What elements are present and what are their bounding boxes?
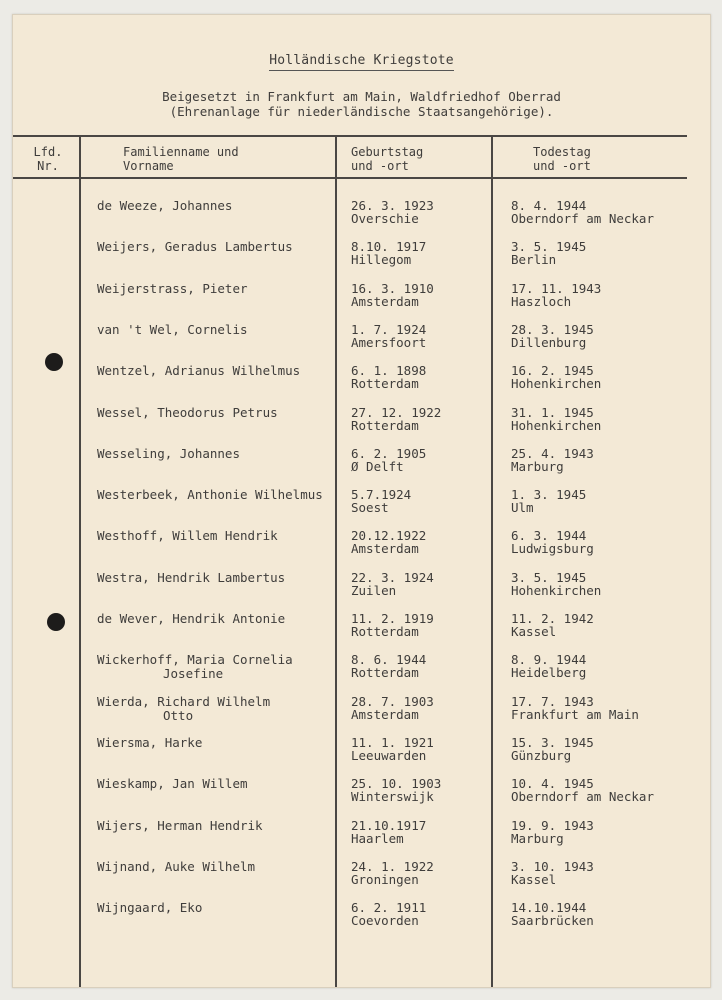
birth-date-cell: 28. 7. 1903 [351,693,434,709]
birth-date-cell: 26. 3. 1923 [351,198,434,213]
table-row [13,406,710,446]
name-cell: Wieskamp, Jan Willem [97,776,248,792]
birth-date-cell: 6. 2. 1911 [351,900,427,916]
death-date-cell: 16. 2. 1945 [511,363,594,379]
death-date-cell: 15. 3. 1945 [511,734,594,750]
birth-date-cell: 11. 1. 1921 [351,734,434,750]
name-cell: Weijers, Geradus Lambertus [97,239,293,255]
table-row [13,529,710,569]
death-date-cell: 11. 2. 1942 [511,611,594,626]
name-cell: Westhoff, Willem Hendrik [97,528,278,544]
table-row [13,323,710,363]
birth-date-cell: 8. 6. 1944 [351,652,427,668]
table-top-rule [13,135,687,137]
document-page [12,14,711,988]
death-place-cell: Oberndorf am Neckar [511,211,654,226]
document-subtitle: Beigesetzt in Frankfurt am Main, Waldfriedhof Oberrad (Ehrenanlage für niederländische Staatsangehörige). [162,89,561,119]
punch-hole-top [45,353,63,371]
birth-date-cell: 1. 7. 1924 [351,321,427,337]
birth-date-cell: 5.7.1924 [351,487,412,503]
death-place-cell: Marburg [511,458,564,474]
death-date-cell: 28. 3. 1945 [511,321,594,337]
birth-place-cell: Overschie [351,211,419,226]
death-date-cell: 3. 10. 1943 [511,858,594,874]
birth-date-cell: 21.10.1917 [351,817,427,833]
birth-date-cell: 20.12.1922 [351,528,427,544]
birth-place-cell: Rotterdam [351,665,419,681]
birth-place-cell: Coevorden [351,913,419,929]
death-place-cell: Oberndorf am Neckar [511,789,654,805]
death-place-cell: Hohenkirchen [511,582,602,598]
death-date-cell: 3. 5. 1945 [511,239,587,255]
table-row [13,282,710,322]
name-cell: Westerbeek, Anthonie Wilhelmus [97,487,323,503]
name-cell: Wijngaard, Eko [97,900,203,916]
name-cont-cell: Otto [163,707,194,723]
birth-place-cell: Leeuwarden [351,747,427,763]
name-cell: Wiersma, Harke [97,734,203,750]
birth-date-cell: 16. 3. 1910 [351,280,434,296]
header-death: Todestag und -ort [533,145,591,173]
death-place-cell: Ludwigsburg [511,541,594,557]
death-place-cell: Kassel [511,624,557,639]
death-date-cell: 6. 3. 1944 [511,528,587,544]
death-place-cell: Günzburg [511,747,572,763]
birth-date-cell: 24. 1. 1922 [351,858,434,874]
birth-place-cell: Zuilen [351,582,397,598]
birth-place-cell: Ø Delft [351,458,404,474]
birth-place-cell: Haarlem [351,830,404,846]
birth-date-cell: 6. 2. 1905 [351,445,427,461]
table-row [13,447,710,487]
table-row [13,612,710,652]
table-row [13,819,710,859]
death-place-cell: Frankfurt am Main [511,706,639,722]
birth-place-cell: Rotterdam [351,417,419,433]
death-place-cell: Hohenkirchen [511,376,602,392]
name-cell: Wickerhoff, Maria Cornelia [97,652,293,668]
document-title: Holländische Kriegstote [13,53,710,68]
death-date-cell: 17. 7. 1943 [511,693,594,709]
table-header-rule [13,177,687,179]
name-cell: Weijerstrass, Pieter [97,280,248,296]
birth-place-cell: Amersfoort [351,334,427,350]
death-date-cell: 31. 1. 1945 [511,404,594,420]
birth-place-cell: Amsterdam [351,706,419,722]
death-place-cell: Marburg [511,830,564,846]
table-row [13,653,710,693]
death-date-cell: 10. 4. 1945 [511,776,594,792]
name-cell: de Wever, Hendrik Antonie [97,611,286,626]
death-place-cell: Berlin [511,252,557,268]
table-row [13,240,710,280]
table-row [13,488,710,528]
table-row [13,860,710,900]
birth-date-cell: 25. 10. 1903 [351,776,442,792]
birth-place-cell: Amsterdam [351,293,419,309]
birth-place-cell: Groningen [351,871,419,887]
table-row [13,571,710,611]
table-row [13,364,710,404]
name-cell: Wessel, Theodorus Petrus [97,404,278,420]
birth-date-cell: 8.10. 1917 [351,239,427,255]
death-place-cell: Hohenkirchen [511,417,602,433]
table-row [13,695,710,735]
name-cell: Wesseling, Johannes [97,445,240,461]
name-cell: van 't Wel, Cornelis [97,321,248,337]
name-cell: Wijers, Herman Hendrik [97,817,263,833]
header-name: Familienname und Vorname [123,145,239,173]
death-date-cell: 19. 9. 1943 [511,817,594,833]
birth-place-cell: Rotterdam [351,624,419,639]
death-date-cell: 25. 4. 1943 [511,445,594,461]
name-cell: Wierda, Richard Wilhelm [97,693,271,709]
birth-place-cell: Soest [351,500,389,516]
name-cell: Wijnand, Auke Wilhelm [97,858,256,874]
name-cell: Wentzel, Adrianus Wilhelmus [97,363,301,379]
death-date-cell: 3. 5. 1945 [511,569,587,585]
death-date-cell: 8. 4. 1944 [511,198,587,213]
birth-place-cell: Winterswijk [351,789,434,805]
punch-hole-bottom [47,613,65,631]
birth-date-cell: 11. 2. 1919 [351,611,434,626]
death-date-cell: 8. 9. 1944 [511,652,587,668]
name-cont-cell: Josefine [163,666,224,682]
header-birth: Geburtstag und -ort [351,145,424,173]
birth-date-cell: 27. 12. 1922 [351,404,442,420]
death-date-cell: 14.10.1944 [511,900,587,916]
death-place-cell: Heidelberg [511,665,587,681]
birth-date-cell: 6. 1. 1898 [351,363,427,379]
death-date-cell: 1. 3. 1945 [511,487,587,503]
birth-place-cell: Amsterdam [351,541,419,557]
death-place-cell: Haszloch [511,293,572,309]
birth-place-cell: Hillegom [351,252,412,268]
birth-date-cell: 22. 3. 1924 [351,569,434,585]
death-place-cell: Kassel [511,871,557,887]
name-cell: de Weeze, Johannes [97,198,233,213]
name-cell: Westra, Hendrik Lambertus [97,569,286,585]
death-date-cell: 17. 11. 1943 [511,280,602,296]
table-row [13,199,710,239]
table-row [13,901,710,941]
death-place-cell: Ulm [511,500,534,516]
birth-place-cell: Rotterdam [351,376,419,392]
table-row [13,777,710,817]
table-row [13,736,710,776]
header-number: Lfd. Nr. [33,145,63,173]
death-place-cell: Dillenburg [511,334,587,350]
death-place-cell: Saarbrücken [511,913,594,929]
